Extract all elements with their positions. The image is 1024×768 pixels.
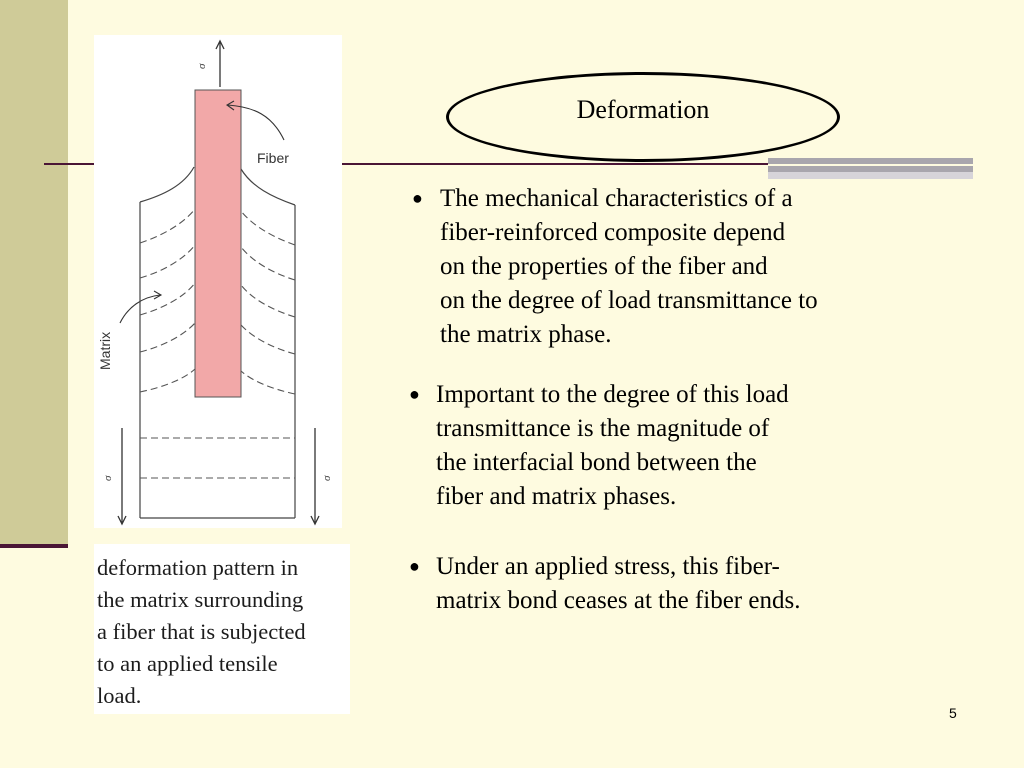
matrix-left-top-curve — [140, 167, 194, 202]
left-band-underline — [0, 544, 68, 548]
left-accent-band — [0, 0, 68, 546]
bullet-text-1: The mechanical characteristics of a fiber-reinforced composite depend on the properties of the fiber and on the degree of load transmittance to the matrix phase. — [440, 185, 818, 348]
undeformed-lines — [140, 438, 295, 478]
page-number: 5 — [949, 705, 957, 721]
bullet-text-2: Important to the degree of this load transmittance is the magnitude of the interfacial bond between the fiber and matrix phases. — [436, 381, 789, 510]
bullet-dot: ● — [412, 188, 423, 208]
bullet-dot: ● — [409, 556, 420, 576]
slide-title: Deformation — [576, 95, 710, 124]
matrix-label: Matrix — [97, 331, 113, 370]
bullet-dot: ● — [409, 384, 420, 404]
title-oval — [446, 72, 840, 162]
fiber-label: Fiber — [257, 150, 289, 166]
deformation-lines-right — [241, 211, 295, 394]
fiber-rect — [195, 90, 241, 397]
top-stress-label: σ — [196, 63, 208, 69]
deformation-lines-left — [140, 209, 195, 392]
bullet-text-3: Under an applied stress, this fiber- matrix bond ceases at the fiber ends. — [436, 553, 801, 614]
figure-caption-box — [94, 544, 350, 714]
decorative-gray-bar — [768, 158, 973, 179]
matrix-right-top-curve — [241, 169, 295, 205]
figure-caption: deformation pattern in the matrix surrounding a fiber that is subjected to an applied tensile load. — [97, 555, 306, 708]
fiber-deformation-diagram — [94, 35, 342, 528]
bottom-left-stress-label: σ — [102, 475, 114, 481]
fiber-deformation-figure — [94, 35, 342, 528]
bottom-right-stress-label: σ — [321, 475, 333, 481]
